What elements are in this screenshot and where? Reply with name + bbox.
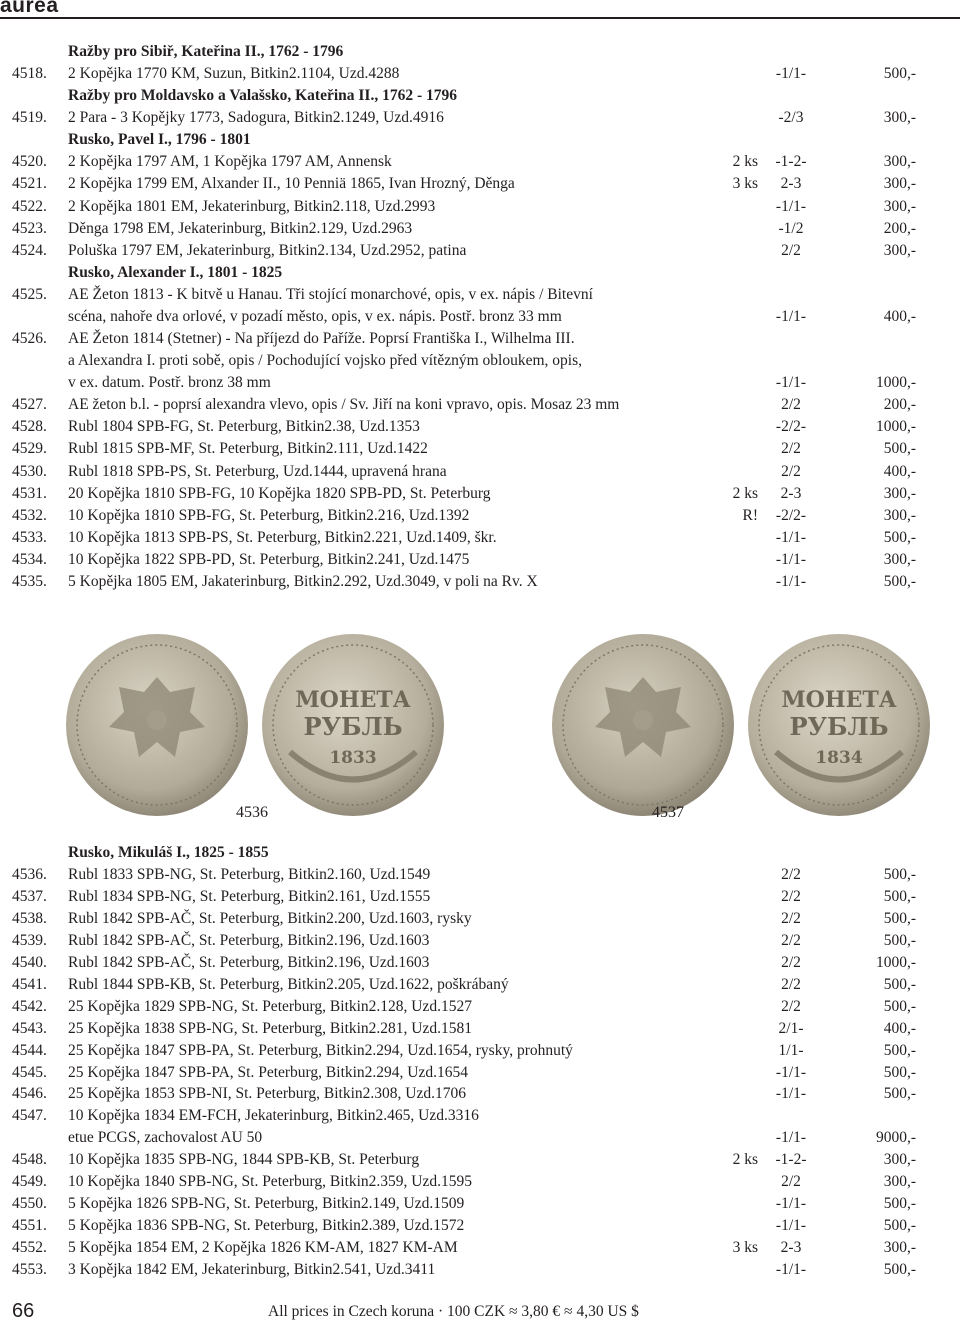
- lot-grade: -1/1-: [775, 1085, 807, 1103]
- lot-row: [0, 151, 960, 173]
- lot-row: [0, 1149, 960, 1171]
- lot-number: 4527.: [12, 396, 47, 414]
- lot-number: 4547.: [12, 1107, 47, 1125]
- lot-row: [0, 328, 960, 350]
- lot-description: 10 Kopějka 1835 SPB-NG, 1844 SPB-KB, St. Peterburg: [68, 1151, 420, 1169]
- section-heading: [0, 129, 960, 151]
- lot-description: 2 Kopějka 1801 EM, Jekaterinburg, Bitkin2.118, Uzd.2993: [68, 197, 436, 215]
- section-heading: [0, 85, 960, 107]
- lot-row: [0, 1171, 960, 1193]
- lot-grade: 2/2: [781, 462, 801, 480]
- lot-row: [0, 1083, 960, 1105]
- lot-grade: 2/2: [781, 931, 801, 949]
- lot-grade: 2/2: [781, 953, 801, 971]
- coin-4537-reverse: [746, 632, 932, 818]
- lot-row: [0, 350, 960, 372]
- coin-legend-2: РУБЛЬ: [789, 712, 889, 741]
- lot-description: Rubl 1833 SPB-NG, St. Peterburg, Bitkin2.160, Uzd.1549: [68, 865, 431, 883]
- coin-legend-1: МОНЕТА: [781, 687, 897, 713]
- lot-number: 4544.: [12, 1041, 47, 1059]
- lot-description: Rubl 1844 SPB-KB, St. Peterburg, Bitkin2.205, Uzd.1622, poškrábaný: [68, 975, 509, 993]
- lot-price: 1000,-: [875, 418, 916, 436]
- lot-price: 500,-: [883, 1063, 916, 1081]
- lot-description: 20 Kopějka 1810 SPB-FG, 10 Kopějka 1820 SPB-PD, St. Peterburg: [68, 484, 491, 502]
- brand-logo: aurea: [0, 0, 59, 17]
- coin-year: 1834: [815, 748, 863, 768]
- lot-price: 500,-: [883, 1217, 916, 1235]
- lot-number: 4519.: [12, 109, 47, 127]
- lot-row: [0, 864, 960, 886]
- lot-row: [0, 1127, 960, 1149]
- lot-number: 4541.: [12, 975, 47, 993]
- lot-grade: -1/1-: [775, 1195, 807, 1213]
- lot-number: 4520.: [12, 153, 47, 171]
- lot-number: 4546.: [12, 1085, 47, 1103]
- coin-4536-reverse: [260, 632, 446, 818]
- header-bar: [0, 0, 960, 17]
- coin-caption-4536: 4536: [236, 804, 268, 821]
- lot-price: 300,-: [883, 241, 916, 259]
- lot-price: 300,-: [883, 1151, 916, 1169]
- lot-row: [0, 952, 960, 974]
- lot-description: scéna, nahoře dva orlové, v pozadí město, opis, v ex. nápis. Postř. bronz 33 mm: [68, 307, 562, 325]
- lot-number: 4518.: [12, 65, 47, 83]
- lot-description: 2 Kopějka 1799 EM, Alxander II., 10 Penniä 1865, Ivan Hrozný, Děnga: [68, 175, 515, 193]
- lot-number: 4522.: [12, 197, 47, 215]
- lot-description: a Alexandra I. proti sobě, opis / Pochodující vojsko před vítězným obloukem, opis,: [68, 352, 583, 370]
- lot-price: 300,-: [883, 175, 916, 193]
- lot-grade: -1-2-: [775, 1151, 807, 1169]
- lot-description: Rubl 1834 SPB-NG, St. Peterburg, Bitkin2.161, Uzd.1555: [68, 887, 431, 905]
- lot-grade: 2/2: [781, 241, 801, 259]
- coin-legend-1: МОНЕТА: [295, 687, 411, 713]
- lot-row: [0, 1018, 960, 1040]
- lot-grade: 2-3: [780, 484, 802, 502]
- lot-price: 1000,-: [875, 953, 916, 971]
- lot-number: 4538.: [12, 909, 47, 927]
- lot-row: [0, 438, 960, 460]
- lot-price: 500,-: [883, 909, 916, 927]
- lot-number: 4531.: [12, 484, 47, 502]
- lot-number: 4548.: [12, 1151, 47, 1169]
- lot-row: [0, 173, 960, 195]
- lot-number: 4529.: [12, 440, 47, 458]
- lot-count: 2 ks: [732, 153, 758, 171]
- lot-number: 4532.: [12, 506, 47, 524]
- lot-row: [0, 1259, 960, 1281]
- lot-price: 500,-: [883, 1085, 916, 1103]
- lot-number: 4536.: [12, 865, 47, 883]
- lot-description: Rubl 1804 SPB-FG, St. Peterburg, Bitkin2.38, Uzd.1353: [68, 418, 420, 436]
- lot-description: 25 Kopějka 1829 SPB-NG, St. Peterburg, Bitkin2.128, Uzd.1527: [68, 997, 472, 1015]
- lot-row: [0, 461, 960, 483]
- lot-number: 4528.: [12, 418, 47, 436]
- lot-grade: 2/2: [781, 396, 801, 414]
- lot-grade: 2/2: [781, 887, 801, 905]
- lot-price: 500,-: [883, 572, 916, 590]
- lot-grade: -1/1-: [775, 197, 807, 215]
- lot-price: 300,-: [883, 153, 916, 171]
- lot-price: 400,-: [883, 1019, 916, 1037]
- lot-grade: 2/2: [781, 865, 801, 883]
- lot-row: [0, 1105, 960, 1127]
- lot-price: 500,-: [883, 1041, 916, 1059]
- lot-grade: -2/3: [778, 109, 804, 127]
- lot-price: 300,-: [883, 1239, 916, 1257]
- lot-grade: -1/2: [778, 219, 804, 237]
- lot-description: 2 Para - 3 Kopějky 1773, Sadogura, Bitkin2.1249, Uzd.4916: [68, 109, 444, 127]
- lot-price: 500,-: [883, 931, 916, 949]
- lot-number: 4524.: [12, 241, 47, 259]
- lot-price: 9000,-: [875, 1129, 916, 1147]
- lot-row: [0, 1062, 960, 1084]
- lot-description: 10 Kopějka 1822 SPB-PD, St. Peterburg, Bitkin2.241, Uzd.1475: [68, 550, 470, 568]
- lot-count: R!: [742, 506, 758, 524]
- lot-description: AE žeton b.l. - poprsí alexandra vlevo, opis / Sv. Jiří na koni vpravo, opis. Mosaz 23 mm: [68, 396, 620, 414]
- lot-grade: 2-3: [780, 1239, 802, 1257]
- lot-description: 10 Kopějka 1810 SPB-FG, St. Peterburg, Bitkin2.216, Uzd.1392: [68, 506, 470, 524]
- lot-price: 300,-: [883, 109, 916, 127]
- section-heading: [0, 842, 960, 864]
- lot-grade: -1/1-: [775, 572, 807, 590]
- coin-4537-obverse: [550, 632, 736, 818]
- section-heading-text: Rusko, Pavel I., 1796 - 1801: [68, 131, 251, 149]
- lot-row: [0, 886, 960, 908]
- lot-row: [0, 416, 960, 438]
- lot-description: 10 Kopějka 1834 EM-FCH, Jekaterinburg, Bitkin2.465, Uzd.3316: [68, 1107, 479, 1125]
- lot-row: [0, 218, 960, 240]
- lot-row: [0, 240, 960, 262]
- lot-row: [0, 908, 960, 930]
- lot-row: [0, 306, 960, 328]
- lot-description: Rubl 1815 SPB-MF, St. Peterburg, Bitkin2.111, Uzd.1422: [68, 440, 428, 458]
- lot-number: 4535.: [12, 572, 47, 590]
- lot-description: 5 Kopějka 1826 SPB-NG, St. Peterburg, Bitkin2.149, Uzd.1509: [68, 1195, 465, 1213]
- lot-row: [0, 974, 960, 996]
- lot-grade: 2/2: [781, 1173, 801, 1191]
- lot-grade: -1/1-: [775, 307, 807, 325]
- lot-grade: 2/2: [781, 975, 801, 993]
- lot-description: 25 Kopějka 1853 SPB-NI, St. Peterburg, Bitkin2.308, Uzd.1706: [68, 1085, 466, 1103]
- section-heading: [0, 262, 960, 284]
- lot-row: [0, 549, 960, 571]
- lot-grade: 2/2: [781, 909, 801, 927]
- lot-grade: -1/1-: [775, 550, 807, 568]
- lot-description: v ex. datum. Postř. bronz 38 mm: [68, 374, 271, 392]
- lot-number: 4525.: [12, 285, 47, 303]
- lot-description: 5 Kopějka 1854 EM, 2 Kopějka 1826 KM-AM, 1827 KM-AM: [68, 1239, 458, 1257]
- lot-price: 200,-: [883, 219, 916, 237]
- lot-price: 300,-: [883, 550, 916, 568]
- lot-row: [0, 483, 960, 505]
- lot-price: 500,-: [883, 975, 916, 993]
- lot-grade: -1/1-: [775, 528, 807, 546]
- lot-row: [0, 1040, 960, 1062]
- lot-row: [0, 571, 960, 593]
- lot-price: 400,-: [883, 462, 916, 480]
- lot-number: 4539.: [12, 931, 47, 949]
- lot-grade: 2/2: [781, 997, 801, 1015]
- lot-number: 4521.: [12, 175, 47, 193]
- lot-price: 500,-: [883, 1195, 916, 1213]
- lot-number: 4537.: [12, 887, 47, 905]
- lot-grade: -1/1-: [775, 1063, 807, 1081]
- lot-description: etue PCGS, zachovalost AU 50: [68, 1129, 263, 1147]
- lot-number: 4534.: [12, 550, 47, 568]
- lot-description: 10 Kopějka 1840 SPB-NG, St. Peterburg, Bitkin2.359, Uzd.1595: [68, 1173, 472, 1191]
- lot-grade: -1/1-: [775, 1129, 807, 1147]
- lot-grade: 2/1-: [778, 1019, 804, 1037]
- lot-price: 400,-: [883, 307, 916, 325]
- lot-count: 3 ks: [732, 175, 758, 193]
- lot-row: [0, 930, 960, 952]
- section-heading-text: Rusko, Alexander I., 1801 - 1825: [68, 263, 283, 281]
- lot-row: [0, 1237, 960, 1259]
- lot-price: 500,-: [883, 440, 916, 458]
- coin-legend-2: РУБЛЬ: [303, 712, 403, 741]
- lot-row: [0, 505, 960, 527]
- lot-row: [0, 527, 960, 549]
- lot-grade: -1/1-: [775, 374, 807, 392]
- lot-count: 2 ks: [732, 1151, 758, 1169]
- lot-description: AE Žeton 1813 - K bitvě u Hanau. Tři stojící monarchové, opis, v ex. nápis / Bitevní: [68, 285, 593, 303]
- lot-number: 4526.: [12, 330, 47, 348]
- lot-description: 25 Kopějka 1838 SPB-NG, St. Peterburg, Bitkin2.281, Uzd.1581: [68, 1019, 472, 1037]
- lot-count: 3 ks: [732, 1239, 758, 1257]
- lot-price: 300,-: [883, 197, 916, 215]
- lot-description: Děnga 1798 EM, Jekaterinburg, Bitkin2.129, Uzd.2963: [68, 219, 413, 237]
- page-number: 66: [12, 1300, 35, 1322]
- lot-number: 4533.: [12, 528, 47, 546]
- lot-grade: -1/1-: [775, 1261, 807, 1279]
- lot-grade: -1/1-: [775, 1217, 807, 1235]
- lot-row: [0, 1193, 960, 1215]
- price-note: All prices in Czech koruna · 100 CZK ≈ 3,80 € ≈ 4,30 US $: [268, 1303, 639, 1320]
- lot-grade: -1/1-: [775, 65, 807, 83]
- section-heading-text: Ražby pro Moldavsko a Valašsko, Kateřina II., 1762 - 1796: [68, 87, 457, 105]
- lot-description: 2 Kopějka 1770 KM, Suzun, Bitkin2.1104, Uzd.4288: [68, 65, 400, 83]
- lot-number: 4523.: [12, 219, 47, 237]
- coin-4536-obverse: [64, 632, 250, 818]
- lot-number: 4543.: [12, 1019, 47, 1037]
- lot-row: [0, 1215, 960, 1237]
- lot-price: 500,-: [883, 887, 916, 905]
- lot-grade: -1-2-: [775, 153, 807, 171]
- lot-count: 2 ks: [732, 484, 758, 502]
- lot-grade: 1/1-: [778, 1041, 804, 1059]
- section-heading: [0, 41, 960, 63]
- lot-price: 300,-: [883, 506, 916, 524]
- lot-grade: 2-3: [780, 175, 802, 193]
- lot-number: 4530.: [12, 462, 47, 480]
- lot-row: [0, 196, 960, 218]
- lot-grade: 2/2: [781, 440, 801, 458]
- lot-row: [0, 394, 960, 416]
- lot-number: 4553.: [12, 1261, 47, 1279]
- lot-row: [0, 107, 960, 129]
- lot-price: 200,-: [883, 396, 916, 414]
- lot-row: [0, 372, 960, 394]
- lot-row: [0, 284, 960, 306]
- lot-description: Rubl 1842 SPB-AČ, St. Peterburg, Bitkin2.196, Uzd.1603: [68, 931, 430, 949]
- lot-description: 5 Kopějka 1805 EM, Jakaterinburg, Bitkin2.292, Uzd.3049, v poli na Rv. X: [68, 572, 538, 590]
- lot-price: 300,-: [883, 484, 916, 502]
- coin-caption-4537: 4537: [652, 804, 684, 821]
- lot-number: 4549.: [12, 1173, 47, 1191]
- lot-number: 4552.: [12, 1239, 47, 1257]
- lot-price: 500,-: [883, 997, 916, 1015]
- lot-description: 3 Kopějka 1842 EM, Jekaterinburg, Bitkin2.541, Uzd.3411: [68, 1261, 436, 1279]
- lot-price: 300,-: [883, 1173, 916, 1191]
- lot-number: 4551.: [12, 1217, 47, 1235]
- lot-number: 4542.: [12, 997, 47, 1015]
- lot-row: [0, 996, 960, 1018]
- header-rule: [0, 17, 960, 19]
- lot-number: 4545.: [12, 1063, 47, 1081]
- lot-description: 5 Kopějka 1836 SPB-NG, St. Peterburg, Bitkin2.389, Uzd.1572: [68, 1217, 465, 1235]
- lot-number: 4550.: [12, 1195, 47, 1213]
- lot-grade: -2/2-: [775, 506, 807, 524]
- lot-number: 4540.: [12, 953, 47, 971]
- lot-description: Rubl 1818 SPB-PS, St. Peterburg, Uzd.1444, upravená hrana: [68, 462, 447, 480]
- lot-description: 10 Kopějka 1813 SPB-PS, St. Peterburg, Bitkin2.221, Uzd.1409, škr.: [68, 528, 497, 546]
- coin-year: 1833: [329, 748, 377, 768]
- lot-description: 2 Kopějka 1797 AM, 1 Kopějka 1797 AM, Annensk: [68, 153, 392, 171]
- lot-description: AE Žeton 1814 (Stetner) - Na příjezd do Paříže. Poprsí Františka I., Wilhelma III.: [68, 330, 575, 348]
- lot-price: 500,-: [883, 65, 916, 83]
- lot-description: Poluška 1797 EM, Jekaterinburg, Bitkin2.134, Uzd.2952, patina: [68, 241, 467, 259]
- lot-price: 500,-: [883, 528, 916, 546]
- lot-description: 25 Kopějka 1847 SPB-PA, St. Peterburg, Bitkin2.294, Uzd.1654: [68, 1063, 469, 1081]
- lot-grade: -2/2-: [775, 418, 807, 436]
- lot-price: 500,-: [883, 1261, 916, 1279]
- lot-description: 25 Kopějka 1847 SPB-PA, St. Peterburg, Bitkin2.294, Uzd.1654, rysky, prohnutý: [68, 1041, 573, 1059]
- section-heading-text: Ražby pro Sibiř, Kateřina II., 1762 - 1796: [68, 43, 344, 60]
- lot-description: Rubl 1842 SPB-AČ, St. Peterburg, Bitkin2.200, Uzd.1603, rysky: [68, 909, 472, 927]
- lot-price: 500,-: [883, 865, 916, 883]
- lot-row: [0, 63, 960, 85]
- lot-description: Rubl 1842 SPB-AČ, St. Peterburg, Bitkin2.196, Uzd.1603: [68, 953, 430, 971]
- lot-price: 1000,-: [875, 374, 916, 392]
- section-heading-text: Rusko, Mikuláš I., 1825 - 1855: [68, 844, 269, 861]
